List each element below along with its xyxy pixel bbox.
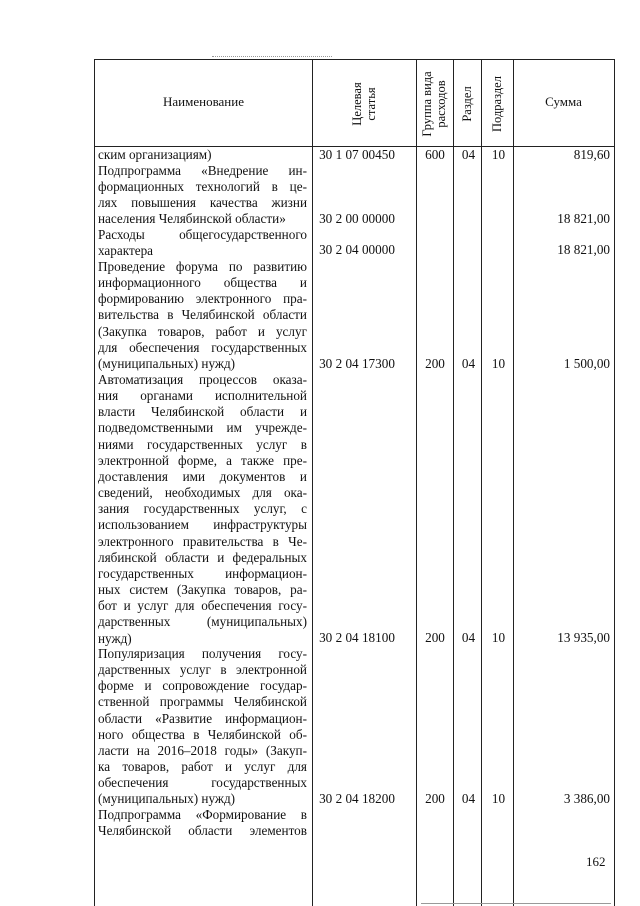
row-name [98,147,307,163]
col-divider [312,60,313,906]
header-group-line1: Группа вида [420,71,434,137]
row-name [98,372,307,647]
name-line: ного общества в Челябинской об- [98,726,307,742]
name-line: Популяризация получения госу- [98,646,307,661]
row-name [98,163,307,228]
name-line: ния органами исполнительной [98,388,307,404]
subsection-code: 10 [491,147,506,162]
name-line: (Закупка товаров, работ и услуг [98,323,307,339]
col-divider [416,60,417,906]
name-line: ственной программы Челябинской [98,694,307,710]
subsection-code: 10 [491,356,506,371]
scan-mark-bottom [421,903,611,904]
name-line: власти Челябинской области и [98,404,307,420]
section-code: 04 [461,791,476,806]
row-name [98,259,307,372]
target-code: 30 2 04 18100 [319,630,395,645]
name-line: нужд) [98,630,132,646]
section-code: 04 [461,147,476,162]
target-code: 30 2 00 00000 [319,211,395,226]
header-target-line1: Целевая [350,82,364,126]
name-line: ка товаров, работ и услуг для [98,759,307,775]
name-line: для обеспечения государственных [98,339,307,355]
name-line: ниями государственных услуг в [98,436,307,452]
header-name: Наименование [163,94,244,109]
col-divider [481,60,482,906]
name-line: Челябинской области элементов [98,823,307,839]
name-line: информационного общества и [98,275,307,291]
name-line: формированию электронного пра- [98,291,307,307]
row-name [98,227,307,259]
name-line: ским организациям) [98,147,212,162]
section-code: 04 [461,630,476,645]
page-number: 162 [586,854,606,869]
name-line: зания государственных услуг, с [98,501,307,517]
name-line: ных систем (Закупка товаров, ра- [98,582,307,598]
name-line: Расходы общегосударственного [98,227,307,242]
name-line: электронного правительства в Че- [98,533,307,549]
name-line: (муниципальных) нужд) [98,355,236,371]
name-line: сведений, необходимых для ока- [98,485,307,501]
name-line: характера [98,243,154,259]
header-sum: Сумма [545,94,582,109]
name-line: обеспечения государственных [98,775,307,791]
subsection-code: 10 [491,630,506,645]
name-line: Автоматизация процессов оказа- [98,372,307,387]
section-code: 04 [461,356,476,371]
sum-value: 13 935,00 [557,630,610,645]
name-line: дарственных (муниципальных) [98,614,307,630]
sum-value: 3 386,00 [563,791,610,806]
target-code: 30 1 07 00450 [319,147,395,162]
group-code: 200 [425,630,445,645]
sum-value: 18 821,00 [557,242,610,257]
header-target [350,82,378,125]
name-line: формационных технологий в це- [98,179,307,195]
group-code: 600 [425,147,445,162]
name-line: области «Развитие информацион- [98,710,307,726]
name-line: лябинской области и федеральных [98,549,307,565]
name-line: доставления ими документов и [98,468,307,484]
header-subsection: Подраздел [490,76,504,132]
header-section: Раздел [460,86,474,122]
row-name [98,807,307,839]
name-line: форме и сопровождение государ- [98,678,307,694]
name-line: Проведение форума по развитию [98,259,307,274]
name-line: Подпрограмма «Формирование в [98,807,307,822]
subsection-code: 10 [491,791,506,806]
target-code: 30 2 04 18200 [319,791,395,806]
budget-table [94,59,615,906]
col-divider [513,60,514,906]
name-line: государственных информацион- [98,565,307,581]
sum-value: 1 500,00 [563,356,610,371]
name-line: бот и услуг для обеспечения госу- [98,598,307,614]
header-group-line2: расходов [434,80,448,128]
group-code: 200 [425,356,445,371]
header-target-line2: статья [364,87,378,121]
name-line: ласти на 2016–2018 годы» (Закуп- [98,742,307,758]
name-line: Подпрограмма «Внедрение ин- [98,163,307,178]
name-line: вительства в Челябинской области [98,307,307,323]
name-line: использованием инфраструктуры [98,517,307,533]
target-code: 30 2 04 00000 [319,242,395,257]
name-line: дарственных услуг в электронной [98,662,307,678]
sum-value: 819,60 [573,147,610,162]
name-line: электронной форме, а также пре- [98,452,307,468]
name-line: населения Челябинской области» [98,211,286,227]
name-line: (муниципальных) нужд) [98,791,236,807]
group-code: 200 [425,791,445,806]
name-line: лях повышения качества жизни [98,195,307,211]
col-divider [453,60,454,906]
header-group [420,71,448,136]
row-name [98,646,307,808]
name-line: подведомственными им учрежде- [98,420,307,436]
target-code: 30 2 04 17300 [319,356,395,371]
sum-value: 18 821,00 [557,211,610,226]
